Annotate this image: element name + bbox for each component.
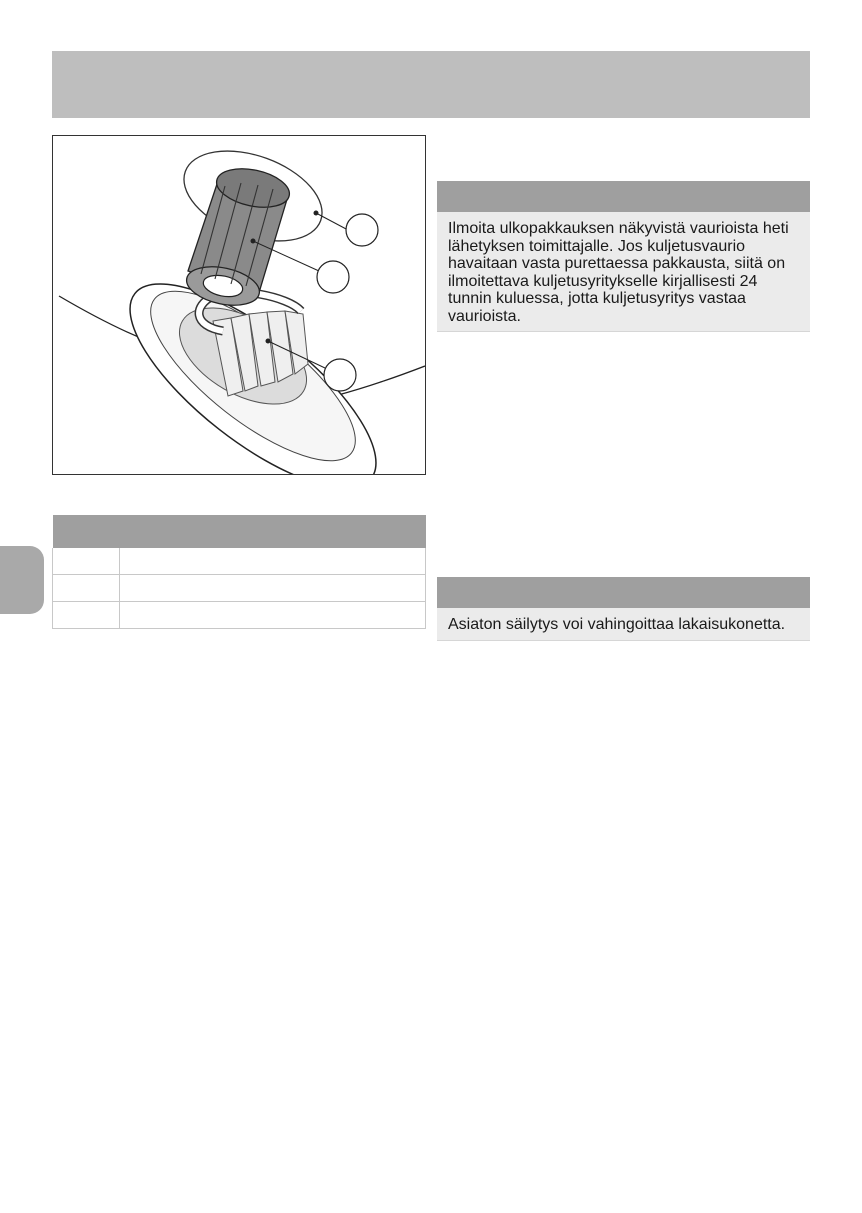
- legend-col-number: [53, 515, 120, 548]
- table-row: [53, 548, 426, 575]
- legend-table: [52, 515, 426, 629]
- legend-col-label: [120, 515, 426, 548]
- brush-illustration: [52, 135, 426, 475]
- callout-circle-3: [324, 359, 356, 391]
- header-bar: [52, 51, 810, 118]
- callout-circle-1: [346, 214, 378, 246]
- callout-circle-2: [317, 261, 349, 293]
- brush-drawing: [53, 136, 425, 474]
- table-row: [53, 575, 426, 602]
- note-heading-bar: [437, 181, 810, 212]
- chapter-side-tab: [0, 546, 44, 614]
- legend-number: [53, 548, 120, 575]
- note-heading-bar: [437, 577, 810, 608]
- legend-number: [53, 575, 120, 602]
- legend-label: [120, 602, 426, 629]
- table-row: [53, 602, 426, 629]
- storage-note: [437, 577, 810, 641]
- legend-label: [120, 575, 426, 602]
- legend-table-header-row: [53, 515, 426, 548]
- note-text: Ilmoita ulkopakkauksen näkyvistä vaurioista heti lähetyksen toimittajalle. Jos kuljetusvaurio havaitaan vasta purettaessa pakkausta, siitä on ilmoitettava kuljetusyritykselle kirjallisesti 24 tunnin kuluessa, jotta kuljetusyritys vastaa vaurioista.: [437, 212, 810, 332]
- legend-label: [120, 548, 426, 575]
- transport-damage-note: [437, 181, 810, 332]
- legend-number: [53, 602, 120, 629]
- note-text: Asiaton säilytys voi vahingoittaa lakaisukonetta.: [437, 608, 810, 641]
